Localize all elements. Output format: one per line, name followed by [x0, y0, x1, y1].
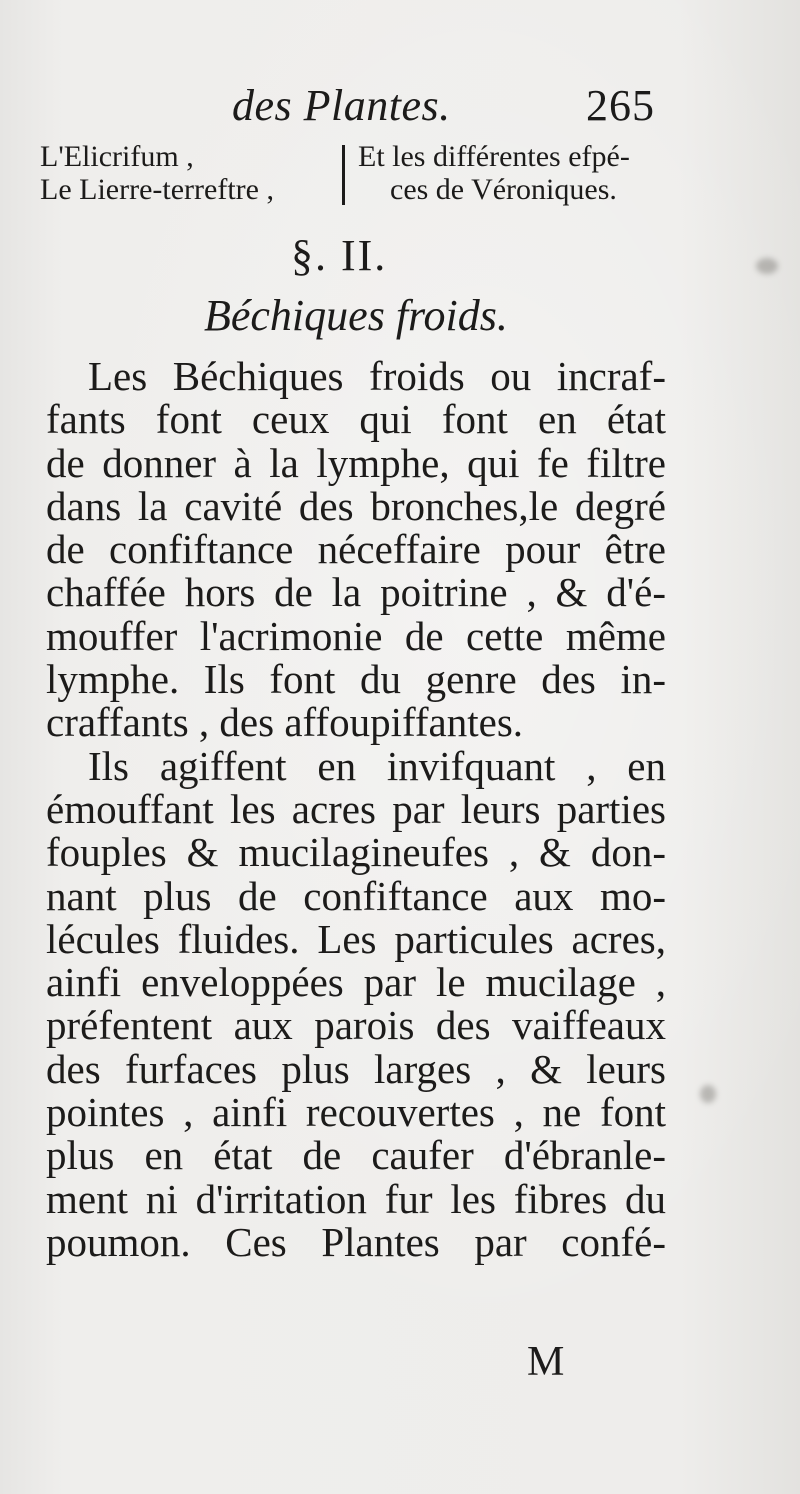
ink-smudge — [700, 1085, 716, 1103]
text-line: nant plus de confiftance aux mo- — [46, 872, 666, 919]
text-line: ment ni d'irritation fur les fibres du — [46, 1175, 666, 1222]
catchword: M — [527, 1339, 565, 1385]
list-item: Et les différentes efpé- — [358, 140, 630, 173]
text-line: fouples & mucilagineufes , & don- — [46, 829, 666, 876]
ink-smudge — [756, 258, 778, 274]
text-line: émouffant les acres par leurs parties — [46, 785, 666, 832]
text-line: ainfi enveloppées par le mucilage , — [46, 959, 666, 1006]
text-line: lymphe. Ils font du genre des in- — [46, 656, 666, 703]
plant-list-left — [40, 140, 274, 206]
text-line: craffants , des affoupiffantes. — [46, 699, 524, 746]
running-title: des Plantes. — [232, 81, 451, 130]
body-text — [46, 355, 666, 1264]
text-line: pointes , ainfi recouvertes , ne font — [46, 1089, 666, 1136]
text-line: Les Béchiques froids ou incraf- — [88, 353, 666, 399]
text-line: chaffée hors de la poitrine , & d'é- — [46, 569, 666, 616]
text-line: de confiftance néceffaire pour être — [46, 526, 666, 573]
text-line: dans la cavité des bronches,le degré — [46, 482, 666, 529]
text-line: plus en état de caufer d'ébranle- — [46, 1132, 666, 1179]
text-line: préfentent aux parois des vaiffeaux — [46, 1002, 666, 1049]
list-item: L'Elicrifum , — [40, 140, 194, 173]
text-line: mouffer l'acrimonie de cette même — [46, 612, 666, 659]
column-divider — [342, 145, 345, 205]
text-line: fants font ceux qui font en état — [46, 396, 666, 443]
text-line: des furfaces plus larges , & leurs — [46, 1045, 666, 1092]
text-line: poumon. Ces Plantes par confé- — [46, 1218, 666, 1265]
page-number: 265 — [586, 81, 655, 130]
text-line: de donner à la lymphe, qui fe filtre — [46, 439, 666, 486]
list-item: ces de Véroniques. — [390, 173, 617, 206]
section-number: §. II. — [291, 231, 388, 280]
text-line: lécules fluides. Les particules acres, — [46, 915, 666, 962]
list-item: Le Lierre-terreftre , — [40, 173, 274, 206]
text-line: Ils agiffent en invifquant , en — [88, 742, 666, 789]
plant-list-right — [358, 140, 630, 206]
section-title: Béchiques froids. — [204, 291, 508, 340]
